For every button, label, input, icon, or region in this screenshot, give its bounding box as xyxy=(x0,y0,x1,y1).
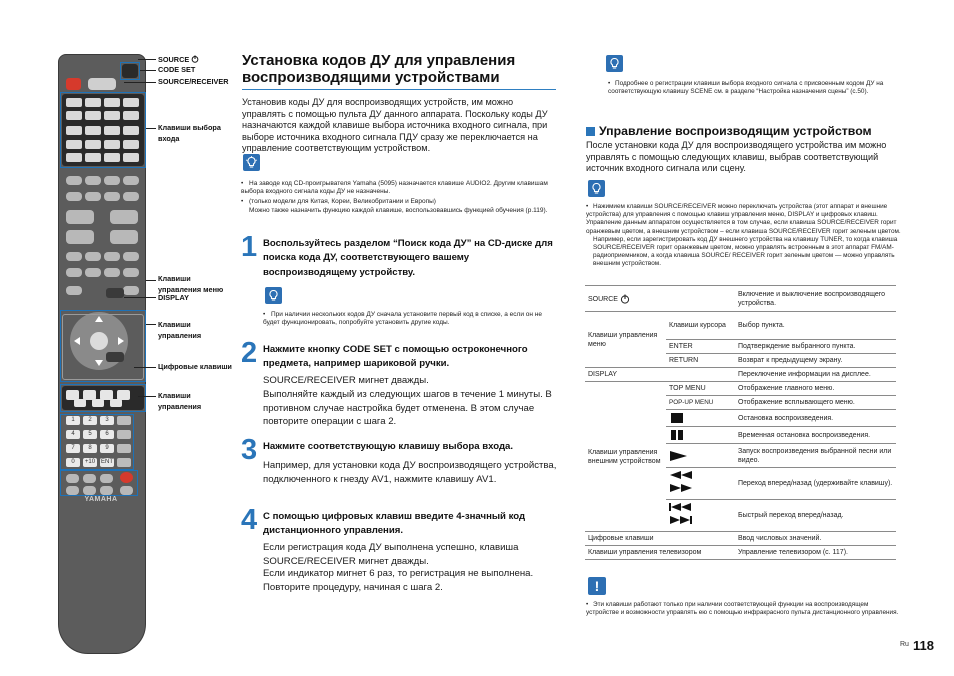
label-numeric-keys: Цифровые клавиши xyxy=(158,362,232,371)
step-3-title: Нажмите соответствующую клавишу выбора входа. xyxy=(263,441,514,452)
title-rule xyxy=(242,89,556,90)
step-number: 1 xyxy=(241,231,258,263)
num-key: 8 xyxy=(83,444,97,453)
control-keys-highlight xyxy=(60,384,146,412)
step-2-text: Выполняйте каждый из следующих шагов в течение 1 минуты. В противном случае настройка будет отменена. В этом случае повторите операции с шага 2. xyxy=(263,389,552,428)
power-button xyxy=(66,78,81,90)
step-1-title: Воспользуйтесь разделом “Поиск кода ДУ” на CD-диске для поиска кода ДУ, соответствующего вашему воспроизводящему устройству. xyxy=(263,238,553,278)
step-2-text: SOURCE/RECEIVER мигнет дважды. xyxy=(263,375,429,386)
step-3-text: Например, для установки кода ДУ воспроизводящего устройства, подключенного к гнезду AV1, нажмите клавишу AV1. xyxy=(263,460,557,485)
table-row: ENTER Подтверждение выбранного пункта. xyxy=(585,340,896,354)
pause-icon xyxy=(669,430,685,440)
yamaha-logo: YAMAHA xyxy=(84,496,118,503)
page-title: Установка кодов ДУ для управления воспроизводящими устройствами xyxy=(242,52,516,86)
step-number: 2 xyxy=(241,337,258,369)
power-icon xyxy=(191,55,199,63)
page-number: 118 xyxy=(913,638,934,653)
tip-notes-2: • Нажимием клавиши SOURCE/RECEIVER можно переключать устройства (этот аппарат и внешние устройства) для управления с помощью клавиш управления меню, DISPLAY и цифровых клавиш. Управление данным аппаратом осуществляется в том случае, если клавиша SOURCE/RECEIVER горит оранжевым цветом, а внешним устройством – если клавиша SOURCE/RECEIVER горит зеленым цветом. Например, если зарегистрировать код ДУ внешнего устройства на клавишу TUNER, то когда клавиша SOURCE/RECEIVER горит оранжевым цветом, можно управлять встроенным в этот аппарат FM/AM-радиоприемником, а когда клавиша SOURCE/ RECEIVER горит зеленым цветом — можно управлять внешним устройством. xyxy=(586,203,901,268)
table-row: Быстрый переход вперед/назад. xyxy=(585,500,896,532)
source-receiver-key xyxy=(88,78,116,90)
section-intro: После установки кода ДУ для воспроизводящего устройства им можно управлять с помощью следующих клавиш, выбрав соответствующий источник входного сигнала или сцену. xyxy=(586,140,887,173)
num-key: 6 xyxy=(100,430,114,439)
table-row: Клавиши управления телевизором Управление телевизором (с. 117). xyxy=(585,546,896,560)
intro-paragraph: Установив коды ДУ для воспроизводящих устройств, им можно управлять с помощью пульта ДУ данного аппарата. Поскольку коды ДУ назначаются каждой клавише выбора источника входного сигнала, при выборе источника входного сигнала ПДУ сразу же переключается на управление соответствующим устройством. xyxy=(242,97,548,154)
heading-bullet xyxy=(586,127,595,136)
table-row: POP-UP MENU Отображение всплывающего меню. xyxy=(585,396,896,410)
tip-icon xyxy=(265,287,282,304)
num-key: 5 xyxy=(83,430,97,439)
skip-icon xyxy=(669,503,693,525)
tv-keys-highlight xyxy=(60,470,138,496)
num-key: +10 xyxy=(84,459,96,465)
num-key: 7 xyxy=(66,444,80,453)
stop-icon xyxy=(669,413,685,423)
table-row: DISPLAY Переключение информации на дисплее. xyxy=(585,368,896,382)
label-menu-keys: Клавиши управления меню xyxy=(158,274,224,294)
step-4-title: С помощью цифровых клавиш введите 4-значный код дистанционного управления. xyxy=(263,511,526,537)
step-2-title: Нажмите кнопку CODE SET с помощью остроконечного предмета, например шариковой ручки. xyxy=(263,344,528,370)
tip-icon xyxy=(588,180,605,197)
table-row: Запуск воспроизведения выбранной песни или видео. xyxy=(585,444,896,468)
caution-note: • Эти клавиши работают только при наличии соответствующей функции на воспроизводящем устройстве и возможности управлять ею с помощью инфракрасного пульта дистанционного управления. xyxy=(586,601,899,617)
step-1-tip: • При наличии нескольких кодов ДУ сначала установите первый код в списке, а если он не будет функционировать, попробуйте установить другие коды. xyxy=(263,311,542,327)
tip-note-top: • Подробнее о регистрации клавиши выбора входного сигнала с присвоенным кодом ДУ на соответствующую клавишу SCENE см. в разделе “Настройка назначения сцены” (с.50). xyxy=(608,80,884,96)
input-keys-highlight xyxy=(60,92,146,168)
step-4-text: Если индикатор мигнет 6 раз, то регистрация не выполнена. Повторите процедуру, начиная с шага 2. xyxy=(263,568,534,593)
language-label: Ru xyxy=(900,641,909,648)
menu-keys-highlight xyxy=(60,310,146,382)
label-source-receiver: SOURCE/RECEIVER xyxy=(158,77,229,86)
table-row: Клавиши управления внешним устройством TOP MENU Отображение главного меню. xyxy=(585,382,896,396)
label-tv-control-keys: Клавиши управления xyxy=(158,391,202,411)
num-key: 1 xyxy=(66,416,80,425)
step-4-text: Если регистрация кода ДУ выполнена успешно, клавиша SOURCE/RECEIVER мигнет дважды. xyxy=(263,542,519,567)
num-key: ENT xyxy=(101,459,113,465)
table-row: Переход вперед/назад (удерживайте клавишу). xyxy=(585,468,896,500)
tip-icon xyxy=(606,55,623,72)
label-source: SOURCE xyxy=(158,55,199,66)
table-row: Цифровые клавиши Ввод числовых значений. xyxy=(585,532,896,546)
tip-notes-1: • На заводе код CD-проигрывателя Yamaha (5095) назначается клавише AUDIO2. Другим клавишам выбора входного сигнала коды ДУ не назначены. • (только модели для Китая, Кореи, Великобритании и Европы) Можно также назначить функцию каждой клавише, воспользовавшись функцией обучения (р.119). xyxy=(241,180,548,214)
power-icon xyxy=(620,294,630,304)
label-control-keys: Клавиши управления xyxy=(158,320,202,340)
table-row: RETURN Возврат к предыдущему экрану. xyxy=(585,354,896,368)
controls-table xyxy=(585,285,896,560)
table-row: Остановка воспроизведения. xyxy=(585,410,896,427)
tip-icon xyxy=(243,154,260,171)
step-number: 4 xyxy=(241,504,258,536)
table-row: Клавиши управления меню Клавиши курсора Выбор пункта. xyxy=(585,312,896,340)
remote-control-illustration xyxy=(58,54,148,656)
display-key xyxy=(106,288,124,298)
play-icon xyxy=(669,451,689,461)
num-key: 2 xyxy=(83,416,97,425)
step-number: 3 xyxy=(241,434,258,466)
table-row: Временная остановка воспроизведения. xyxy=(585,427,896,444)
table-row: SOURCE Включение и выключение воспроизводящего устройства. xyxy=(585,286,896,312)
caution-icon: ! xyxy=(588,577,606,595)
label-code-set: CODE SET xyxy=(158,65,196,74)
code-set-highlight xyxy=(120,62,140,80)
label-input-keys: Клавиши выбора входа xyxy=(158,123,221,143)
num-key: 9 xyxy=(100,444,114,453)
num-key: 4 xyxy=(66,430,80,439)
section-heading: Управление воспроизводящим устройством xyxy=(599,124,872,138)
rewind-fastforward-icon xyxy=(669,471,693,493)
label-display: DISPLAY xyxy=(158,293,189,302)
num-key: 3 xyxy=(100,416,114,425)
numeric-keys-highlight xyxy=(60,414,134,470)
num-key: 0 xyxy=(66,458,80,467)
